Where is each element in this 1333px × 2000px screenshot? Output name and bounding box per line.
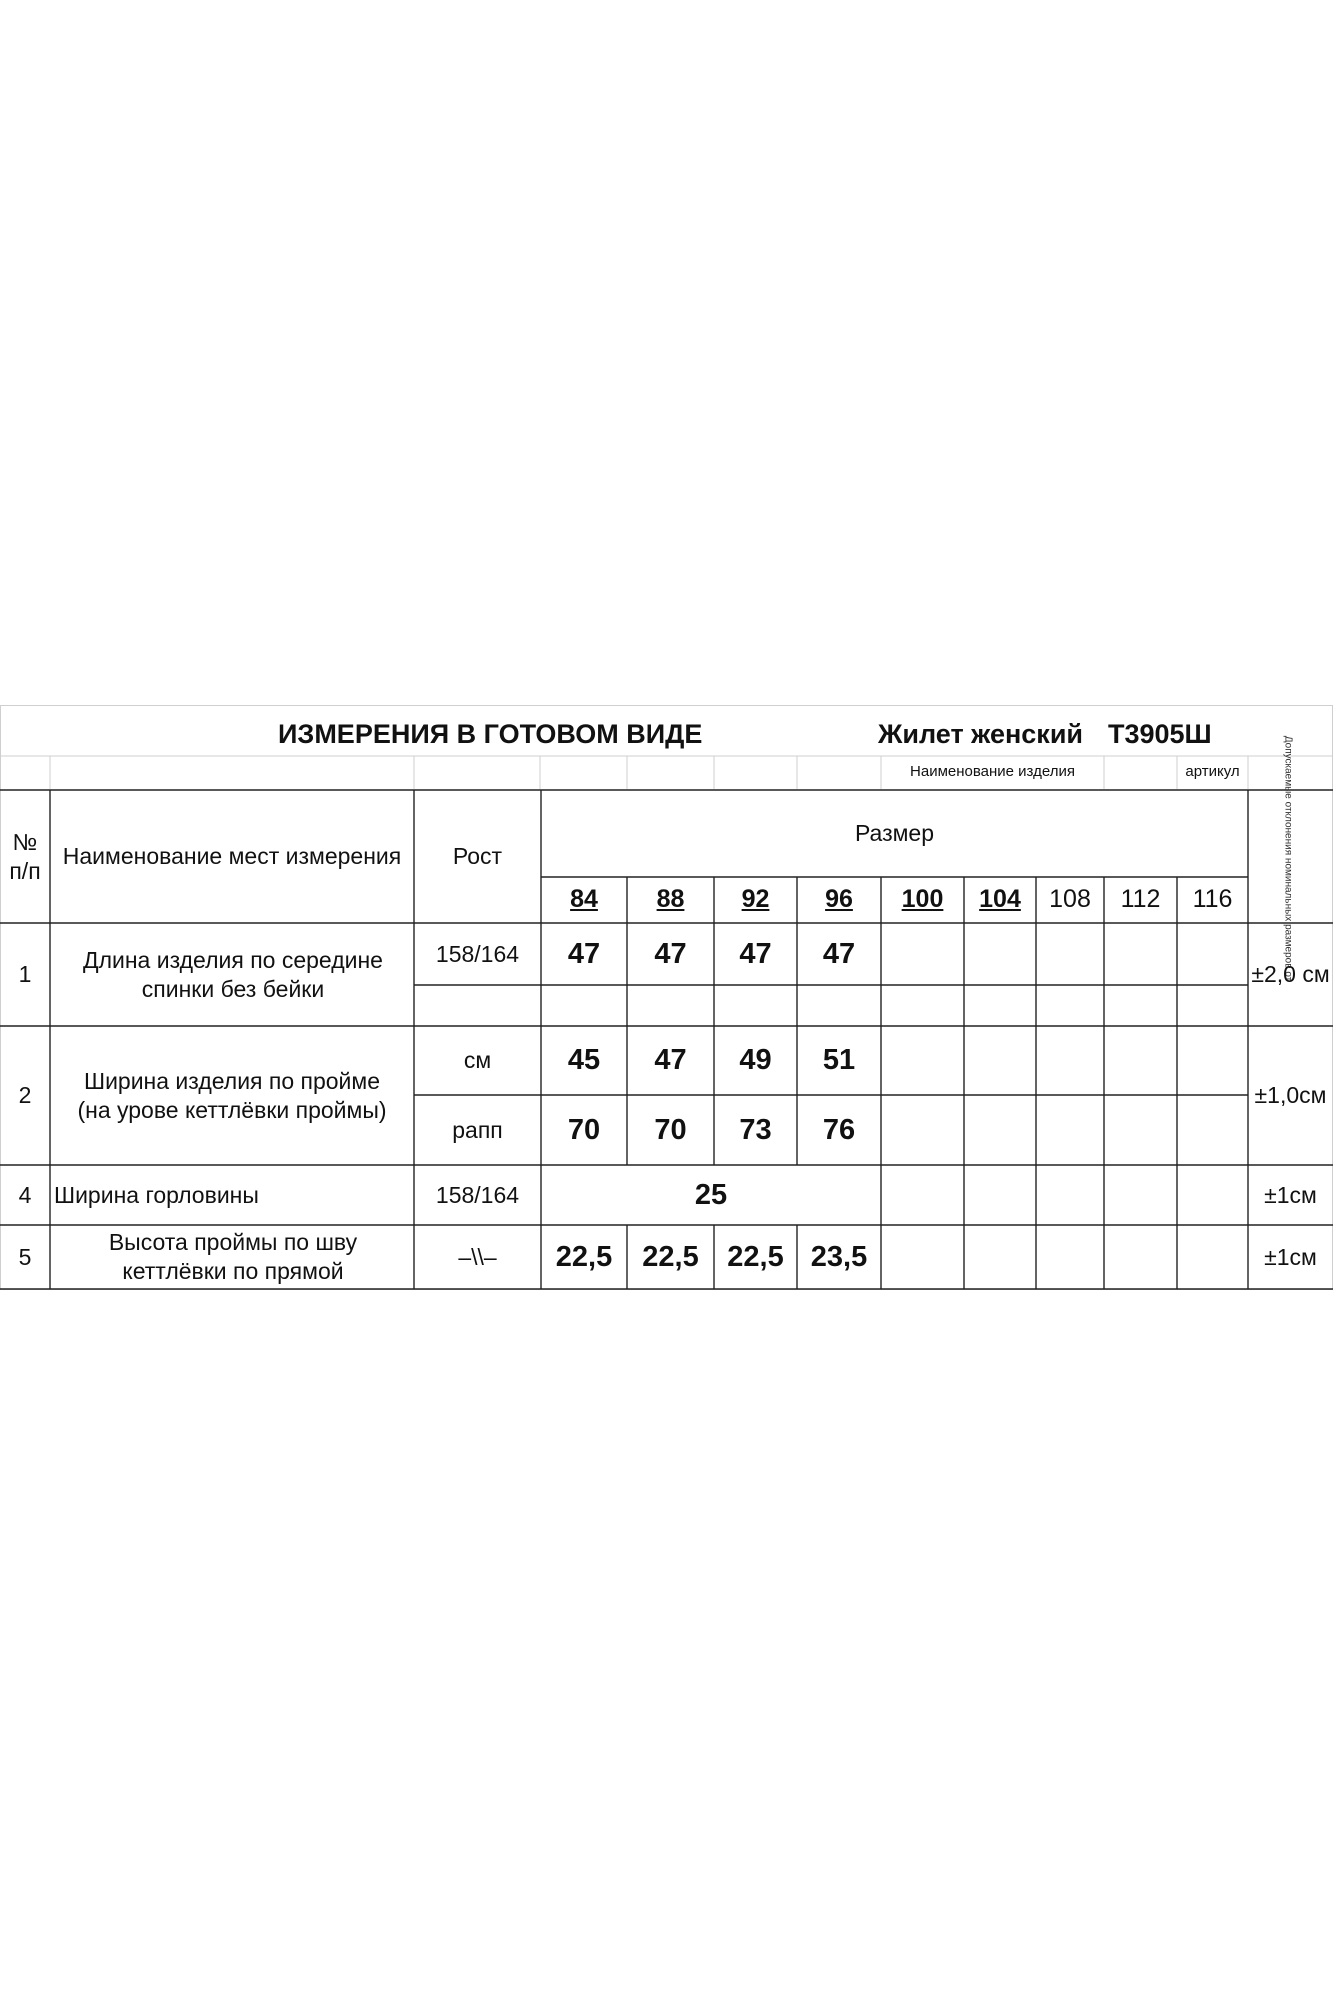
row-5-value: 23,5: [810, 1240, 868, 1273]
row-5-value: 22,5: [555, 1240, 613, 1273]
row-2-value-rapp: 70: [654, 1113, 687, 1146]
column-header-height: Рост: [452, 843, 503, 870]
row-4-name: Ширина горловины: [54, 1181, 259, 1208]
row-2-num: 2: [18, 1082, 32, 1109]
row-1-value: 47: [739, 937, 772, 970]
size-header: 84: [570, 885, 598, 914]
row-2-value-rapp: 70: [567, 1113, 601, 1146]
row-1-tolerance: ±2,0 см: [1251, 961, 1330, 988]
row-5-value: 22,5: [727, 1240, 784, 1273]
row-1-name: Длина изделия по середине спинки без бейки: [83, 946, 383, 1002]
row-4-param: 158/164: [435, 1181, 520, 1208]
page-title: ИЗМЕРЕНИЯ В ГОТОВОМ ВИДЕ: [278, 719, 703, 750]
row-2-value-cm: 45: [567, 1044, 601, 1077]
column-header-size-group: Размер: [854, 820, 935, 847]
size-header: 104: [979, 885, 1021, 914]
row-1-param: 158/164: [435, 940, 520, 967]
column-header-tolerance: Допускаемые отклонения номинальных размеров от: [1282, 735, 1294, 981]
row-5-name: Высота проймы по шву кеттлёвки по прямой: [108, 1229, 358, 1284]
article-number: Т3905Ш: [1108, 719, 1212, 750]
row-1-num: 1: [18, 961, 32, 988]
row-4-num: 4: [18, 1181, 32, 1208]
row-5-num: 5: [18, 1243, 32, 1270]
size-header: 96: [825, 885, 853, 914]
row-1-value: 47: [567, 937, 601, 970]
size-header: 92: [741, 885, 770, 914]
row-2-value-rapp: 73: [739, 1113, 772, 1146]
column-header-num: № п/п: [9, 828, 41, 884]
row-4-value: 25: [694, 1178, 728, 1211]
product-name-caption: Наименование изделия: [910, 763, 1075, 781]
row-2-value-rapp: 76: [822, 1113, 856, 1146]
row-1-value: 47: [654, 937, 687, 970]
row-2-value-cm: 51: [822, 1044, 856, 1077]
row-2-param-rapp: рапп: [452, 1116, 503, 1143]
row-2-name: Ширина изделия по пройме (на урове кеттлёвки проймы): [77, 1067, 387, 1123]
size-header: 88: [656, 885, 685, 914]
column-header-name: Наименование мест измерения: [62, 843, 402, 870]
row-5-param: –\\–: [458, 1243, 497, 1270]
measurement-sheet: [0, 704, 1333, 1291]
row-5-tolerance: ±1см: [1264, 1243, 1317, 1270]
row-4-tolerance: ±1см: [1264, 1181, 1317, 1208]
row-2-tolerance: ±1,0см: [1254, 1082, 1327, 1109]
row-5-value: 22,5: [642, 1240, 699, 1273]
size-header: 116: [1192, 885, 1233, 914]
size-header: 108: [1049, 885, 1091, 914]
product-name: Жилет женский: [878, 719, 1084, 750]
size-header: 112: [1120, 885, 1161, 914]
row-2-param-cm: см: [463, 1047, 492, 1074]
article-caption: артикул: [1185, 763, 1240, 781]
row-2-value-cm: 49: [739, 1044, 772, 1077]
size-header: 100: [901, 885, 944, 914]
row-2-value-cm: 47: [654, 1044, 687, 1077]
row-1-value: 47: [822, 937, 856, 970]
